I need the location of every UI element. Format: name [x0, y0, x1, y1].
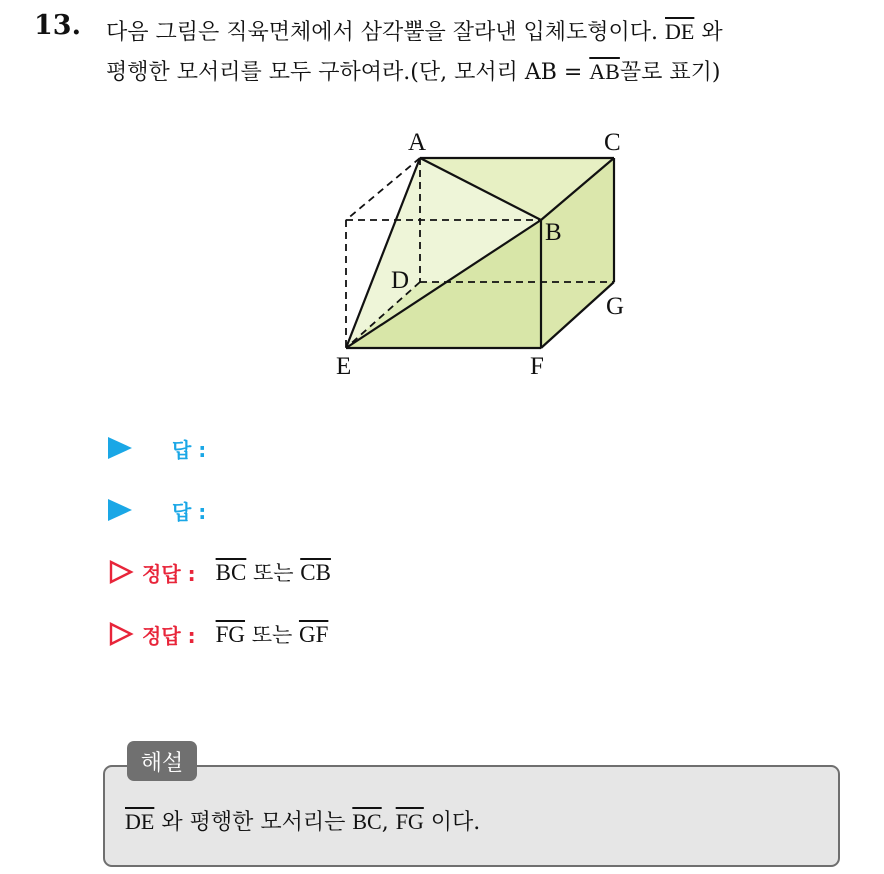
segment-fg: $\overline{FG}$: [215, 622, 246, 647]
segment-bc: $\overline{BC}$: [352, 809, 382, 834]
segment-gf: $\overline{GF}$: [298, 622, 329, 647]
label-c: C: [604, 129, 621, 156]
correct-label: 정답 :: [142, 623, 196, 648]
answer-label: 답 :: [172, 499, 207, 524]
solid-figure: [328, 122, 638, 384]
label-e: E: [336, 353, 352, 380]
segment-ab: $\overline{AB}$: [589, 59, 620, 84]
label-a: A: [408, 129, 427, 156]
question-text: [106, 12, 876, 92]
play-arrow-icon: [108, 499, 132, 521]
correct-answer-text: $\overline{BC}$ 또는 $\overline{CB}$: [215, 560, 331, 585]
explanation-tag: 해설: [127, 741, 197, 781]
answer-row-1[interactable]: [108, 428, 206, 468]
correct-answer-row-2: [108, 614, 328, 654]
solid-figure-svg: [328, 122, 638, 384]
label-f: F: [530, 353, 544, 380]
answer-row-2[interactable]: [108, 490, 206, 530]
question-line-1: 다음 그림은 직육면체에서 삼각뿔을 잘라낸 입체도형이다. $\overline{DE}$ 와: [106, 19, 723, 45]
label-g: G: [606, 293, 625, 320]
segment-bc: $\overline{BC}$: [215, 560, 247, 585]
correct-label: 정답 :: [142, 561, 196, 586]
outline-arrow-icon: [108, 621, 134, 647]
segment-de: $\overline{DE}$: [125, 809, 155, 834]
play-arrow-icon: [108, 437, 132, 459]
correct-answer-row-1: [108, 552, 331, 592]
segment-cb: $\overline{CB}$: [300, 560, 331, 585]
explanation-box: [103, 765, 840, 867]
segment-fg: $\overline{FG}$: [395, 809, 424, 834]
label-d: D: [391, 267, 410, 294]
segment-de: $\overline{DE}$: [665, 19, 695, 44]
correct-answer-text: $\overline{FG}$ 또는 $\overline{GF}$: [215, 622, 329, 647]
explanation-text: $\overline{DE}$ 와 평행한 모서리는 $\overline{BC}$, $\overline{FG}$ 이다.: [125, 809, 481, 835]
outline-arrow-icon: [108, 559, 134, 585]
question-number: 13.: [34, 10, 81, 41]
question-line-2: 평행한 모서리를 모두 구하여라.(단, 모서리 AB = $\overline{AB}$꼴로 표기): [106, 59, 721, 85]
label-b: B: [545, 219, 562, 246]
answer-label: 답 :: [172, 437, 207, 462]
